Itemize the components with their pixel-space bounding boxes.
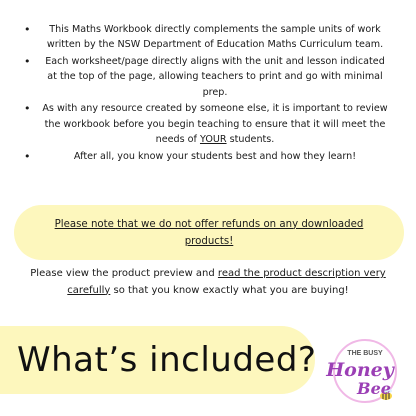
busy-honey-bee-logo: [324, 333, 404, 405]
refund-notice-banner: [14, 205, 404, 260]
bullet-icon: •: [24, 149, 31, 163]
bullet-text: Each worksheet/page directly aligns with the unit and lesson indicated at the top of the page, allowing teachers to print and go with minimal prep.: [45, 56, 385, 98]
preview-text-after: so that you know exactly what you are buying!: [110, 284, 349, 296]
refund-notice-text: Please note that we do not offer refunds on any downloaded products!: [54, 218, 364, 247]
bullet-icon: •: [24, 23, 31, 36]
whats-included-banner: [0, 326, 315, 394]
bullet-icon: •: [24, 102, 31, 116]
whats-included-title: What’s included?: [17, 340, 317, 380]
bullet-item: [24, 149, 390, 164]
bullet-item: [24, 54, 390, 100]
bullet-text: After all, you know your students best and how they learn!: [73, 150, 357, 162]
bullet-icon: •: [24, 55, 31, 68]
bullet-text: This Maths Workbook directly complements the sample units of work written by the NSW Department of Education Maths Curriculum team.: [46, 24, 384, 51]
logo-word-honey: Honey: [326, 359, 394, 381]
logo-top-text: THE BUSY: [347, 350, 383, 357]
preview-text-before: Please view the product preview and: [30, 268, 218, 279]
bullet-text: [42, 103, 387, 145]
bullet-text-after: students.: [226, 134, 275, 146]
preview-instructions: [20, 266, 396, 299]
bullet-item: [24, 101, 390, 147]
bullet-item: [24, 22, 390, 53]
info-bullet-list: [24, 22, 390, 165]
bullet-emphasis: YOUR: [199, 134, 227, 146]
bullet-text-before: As with any resource created by someone else, it is important to review the workbook before you begin teaching to ensure that it will meet the needs of: [42, 103, 388, 146]
logo-word-bee: Bee: [357, 379, 391, 398]
product-description-link[interactable]: read the product description very carefully: [67, 268, 386, 296]
